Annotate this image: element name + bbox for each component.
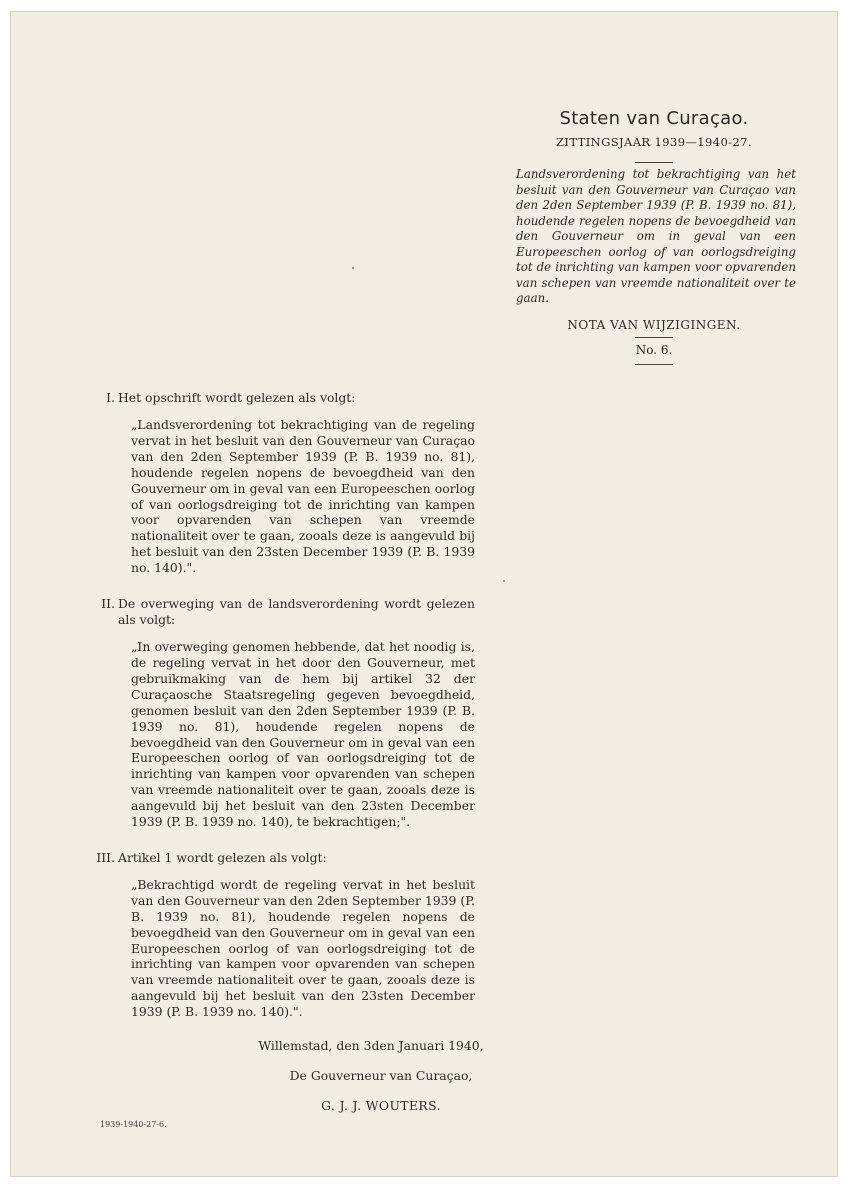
divider	[635, 337, 673, 338]
divider	[635, 162, 673, 163]
amendment-item	[91, 850, 475, 1020]
divider	[635, 364, 673, 365]
nota-number: No. 6.	[635, 342, 673, 357]
document-code: 1939-1940-27-6.	[100, 1120, 167, 1129]
paper-speck	[352, 267, 354, 269]
nota-heading: NOTA VAN WIJZIGINGEN.	[567, 317, 741, 332]
place-date: Willemstad, den 3den Januari 1940,	[258, 1038, 484, 1054]
item-intro: Het opschrift wordt gelezen als volgt:	[118, 390, 356, 405]
item-quote: „Landsverordening tot bekrachtiging van de regeling vervat in het besluit van den Gouverneur van Curaçao van den 2den September 1939 (P. B. 1939 no. 81), houdende regelen nopens de bevoegdheid van den Gouverneur om in geval van een Europeeschen oorlog of van oorlogsdreiging tot de inrichting van kampen voor opvarenden van schepen van vreemde nationaliteit over te gaan, zooals deze is aangevuld bij het besluit van den 23sten December 1939 (P. B. 1939 no. 140).".	[131, 417, 475, 576]
paper-speck	[503, 580, 505, 582]
item-numeral: II.	[101, 596, 115, 612]
document-page	[11, 12, 837, 1176]
document-header	[508, 106, 800, 365]
session-line: ZITTINGSJAAR 1939—1940-27.	[556, 135, 752, 149]
item-quote: „Bekrachtigd wordt de regeling vervat in het besluit van den Gouverneur van den 2den September 1939 (P. B. 1939 no. 81), houdende regelen nopens de bevoegdheid van den Gouverneur om in geval van een Europeeschen oorlog of van oorlogsdreiging tot de inrichting van kampen voor opvarenden van schepen van vreemde nationaliteit over te gaan, zooals deze is aangevuld bij het besluit van den 23sten December 1939 (P. B. 1939 no. 140).".	[131, 876, 475, 1020]
signatory-name: G. J. J. WOUTERS.	[321, 1098, 441, 1114]
signature-block	[221, 1038, 501, 1114]
item-intro: De overweging van de landsverordening wordt gelezen als volgt:	[118, 596, 475, 628]
signatory-role: De Gouverneur van Curaçao,	[289, 1068, 473, 1084]
subject-description: Landsverordening tot bekrachtiging van het besluit van den Gouverneur van Curaçao van den 2den September 1939 (P. B. 1939 no. 81), houdende regelen nopens de bevoegdheid van den Gouverneur om in geval van een Europeeschen oorlog of van oorlogsdreiging tot de inrichting van kampen voor opvarenden van schepen van vreemde nationaliteit over te gaan.	[516, 167, 796, 305]
item-numeral: I.	[106, 390, 115, 405]
amendment-item	[91, 596, 475, 830]
item-numeral: III.	[96, 849, 115, 865]
item-quote: „In overweging genomen hebbende, dat het noodig is, de regeling vervat in het door den Gouverneur, met gebruikmaking van de hem bij artikel 32 der Curaçaosche Staatsregeling gegeven bevoegdheid, genomen besluit van den 2den September 1939 (P. B. 1939 no. 81), houdende regelen nopens de bevoegdheid van den Gouverneur om in geval van een Europeeschen oorlog of van oorlogsdreiging tot de inrichting van kampen voor opvarenden van schepen van vreemde nationaliteit over te gaan, zooals deze is aangevuld bij het besluit van den 23sten December 1939 (P. B. 1939 no. 140), te bekrachtigen;".	[131, 639, 475, 830]
amendments-body	[91, 390, 484, 1114]
header-title: Staten van Curaçao.	[559, 108, 749, 129]
amendment-item	[91, 390, 475, 576]
item-intro: Artikel 1 wordt gelezen als volgt:	[118, 849, 327, 865]
